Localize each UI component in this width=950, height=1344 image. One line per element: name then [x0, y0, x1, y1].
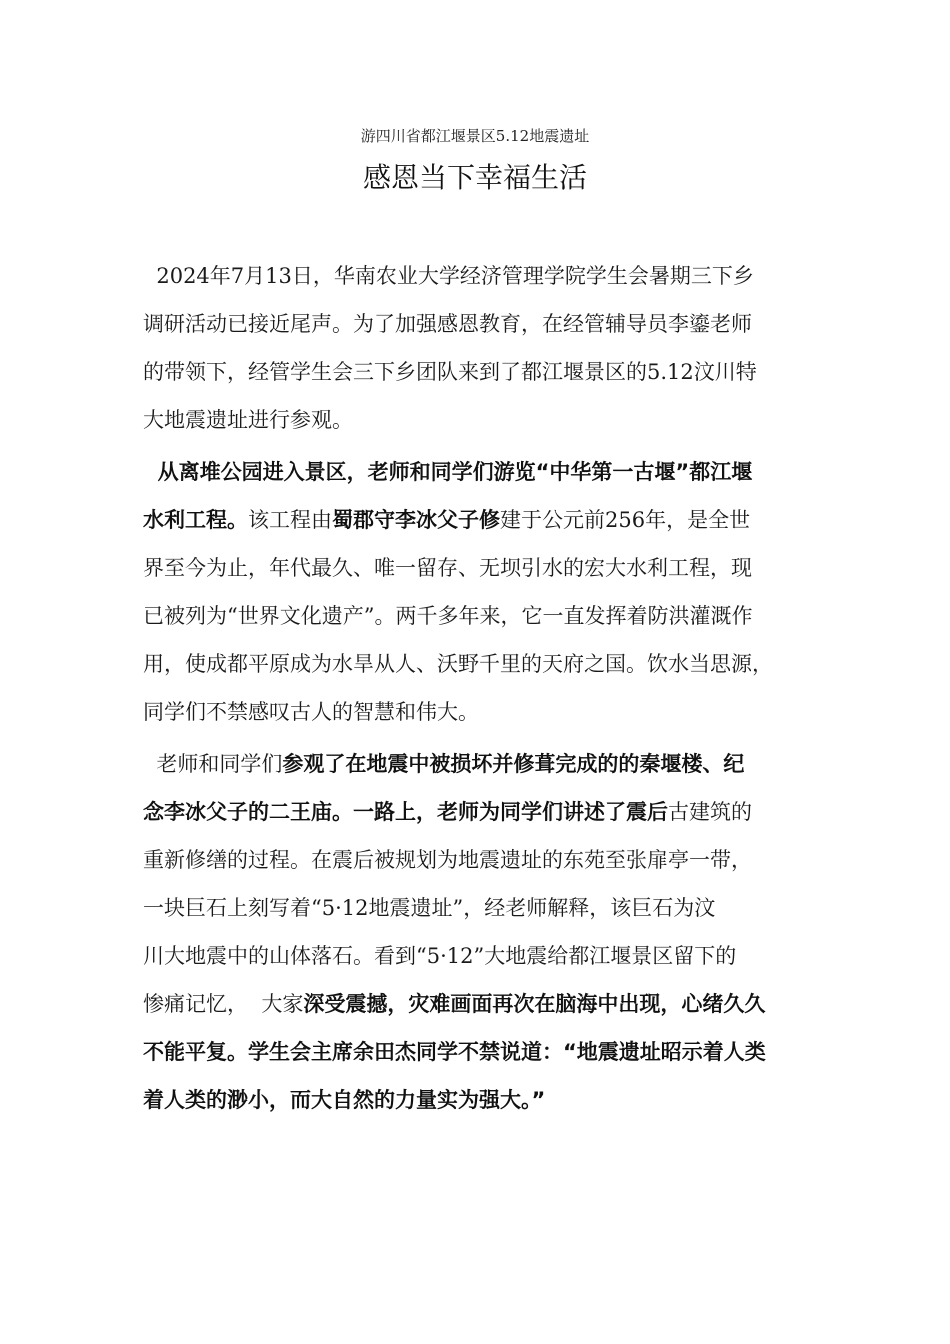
paragraph-line: [143, 980, 807, 1028]
text-run: 从离堆公园进入景区，老师和同学们游览“中华第一古堰”都江堰: [143, 460, 753, 484]
paragraph-1: [143, 252, 807, 444]
text-run: 建于公元前256年，是全世: [500, 508, 751, 532]
paragraph-line: [143, 1028, 807, 1076]
paragraph-2: [143, 448, 807, 736]
text-run: 不能平复。学生会主席余田杰同学不禁说道：“地震遗址昭示着人类: [143, 1040, 766, 1064]
text-run: 2024年7月13日，华南农业大学经济管理学院学生会暑期三下乡: [143, 264, 754, 288]
text-run: 老师和同学们: [143, 752, 283, 776]
text-run: 同学们不禁感叹古人的智慧和伟大。: [143, 700, 479, 724]
paragraph-line: [143, 640, 807, 688]
paragraph-line: [143, 448, 807, 496]
document-body: [143, 252, 807, 1124]
text-run: 该工程由: [248, 508, 332, 532]
text-run: 一块巨石上刻写着“5·12地震遗址”，经老师解释，该巨石为汶: [143, 896, 716, 920]
text-run: 界至今为止，年代最久、唯一留存、无坝引水的宏大水利工程，现: [143, 556, 752, 580]
paragraph-line: [143, 396, 807, 444]
text-run: 参观了在地震中被损坏并修葺完成的的秦堰楼、纪: [282, 752, 745, 776]
text-run: 已被列为“世界文化遗产”。两千多年来，它一直发挥着防洪灌溉作: [143, 604, 753, 628]
text-run: 的带领下，经管学生会三下乡团队来到了都江堰景区的5.12汶川特: [143, 360, 757, 384]
text-run: 蜀郡守李冰父子修: [332, 508, 500, 532]
paragraph-line: [143, 932, 807, 980]
text-run: 古建筑的: [668, 800, 752, 824]
document-subtitle: 游四川省都江堰景区5.12地震遗址: [360, 127, 590, 145]
text-run: 念李冰父子的二王庙。一路上，老师为同学们讲述了震后: [143, 800, 668, 824]
text-run: 惨痛记忆， 大家: [143, 992, 304, 1016]
document-title: 感恩当下幸福生活: [362, 161, 587, 194]
paragraph-line: [143, 740, 807, 788]
paragraph-line: [143, 788, 807, 836]
paragraph-line: [143, 300, 807, 348]
text-run: 重新修缮的过程。在震后被规划为地震遗址的东苑至张扉亭一带，: [143, 848, 752, 872]
paragraph-line: [143, 496, 807, 544]
paragraph-line: [143, 592, 807, 640]
text-run: 调研活动已接近尾声。为了加强感恩教育，在经管辅导员李鎏老师: [143, 312, 752, 336]
text-run: 大地震遗址进行参观。: [143, 408, 353, 432]
paragraph-line: [143, 884, 807, 932]
paragraph-3: [143, 740, 807, 1124]
text-run: 川大地震中的山体落石。看到“5·12”大地震给都江堰景区留下的: [143, 944, 737, 968]
paragraph-line: [143, 688, 807, 736]
text-run: 着人类的渺小，而大自然的力量实为强大。”: [143, 1088, 546, 1112]
text-run: 深受震撼，灾难画面再次在脑海中出现，心绪久久: [303, 992, 766, 1016]
paragraph-line: [143, 252, 807, 300]
paragraph-line: [143, 836, 807, 884]
paragraph-line: [143, 544, 807, 592]
text-run: 用，使成都平原成为水旱从人、沃野千里的天府之国。饮水当思源，: [143, 652, 773, 676]
text-run: 水利工程。: [143, 508, 248, 532]
paragraph-line: [143, 348, 807, 396]
paragraph-line: [143, 1076, 807, 1124]
